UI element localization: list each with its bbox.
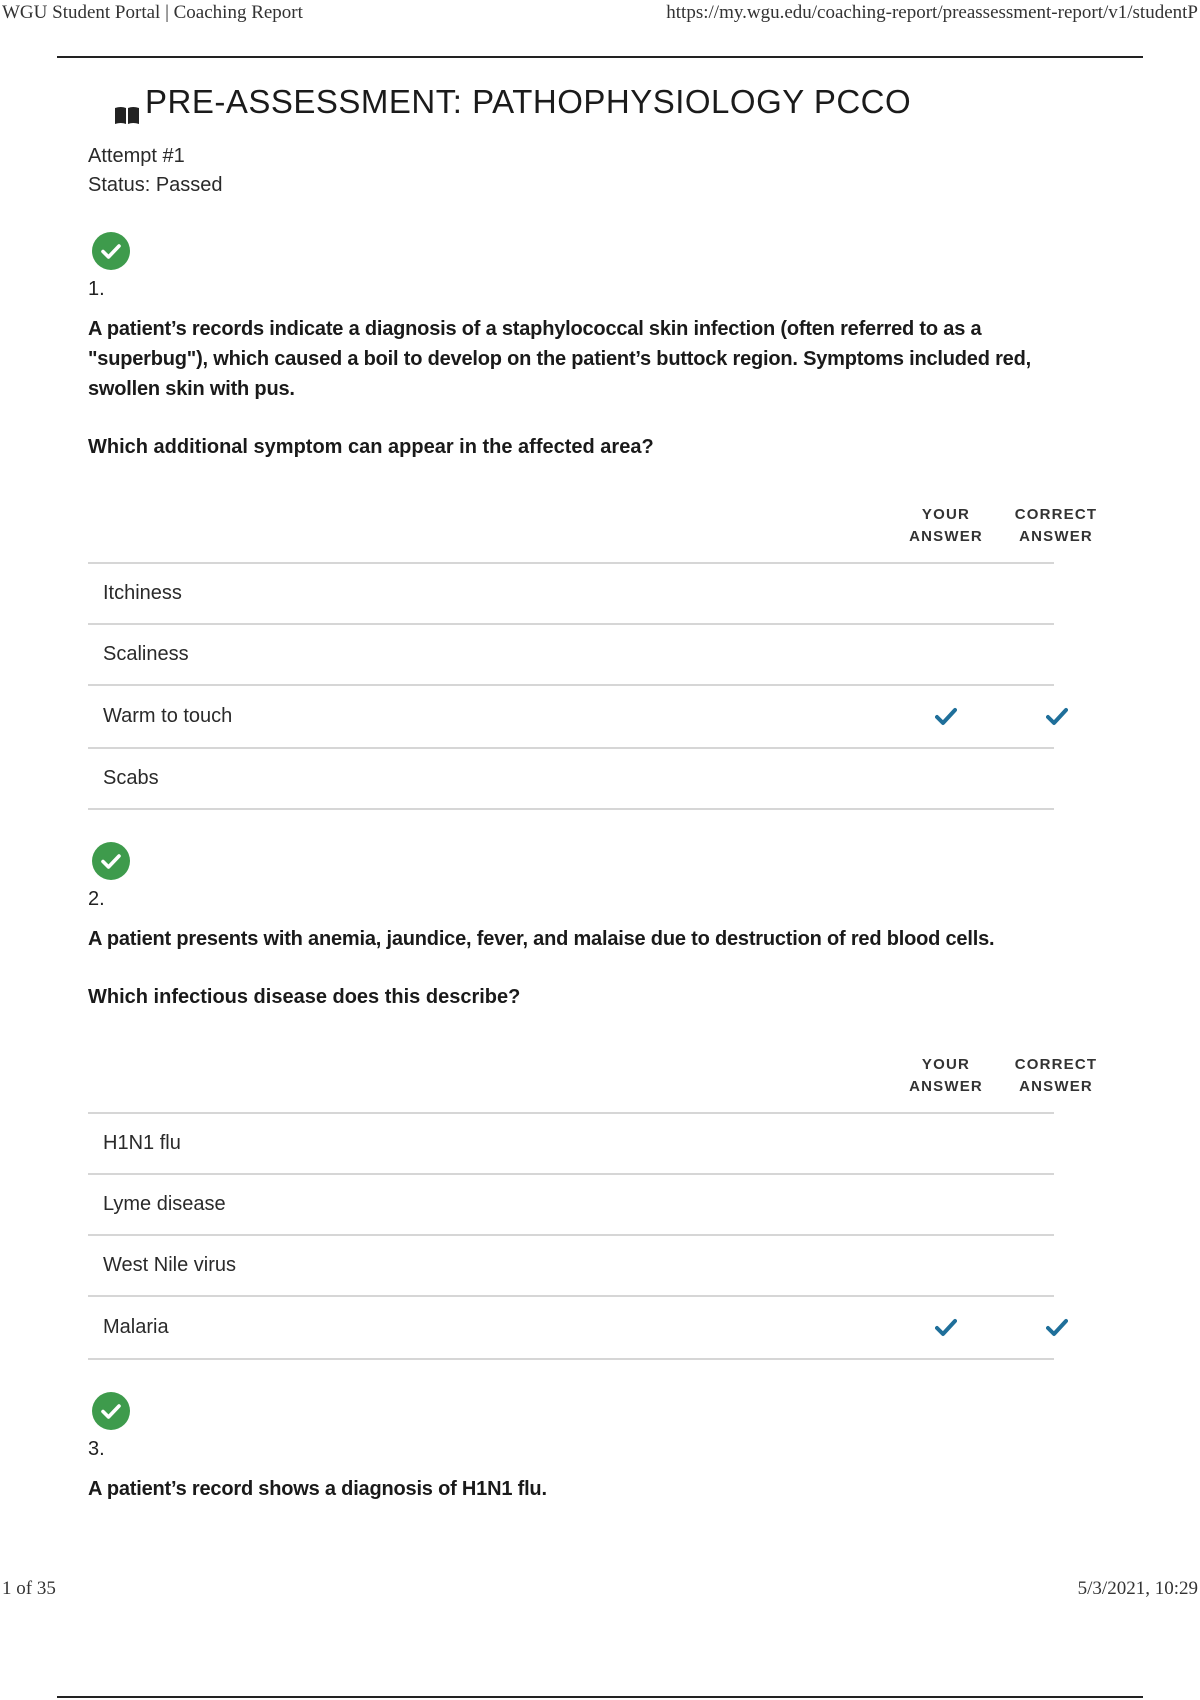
question-stem: A patient’s record shows a diagnosis of H1N1 flu. — [88, 1478, 547, 1500]
book-icon — [113, 96, 141, 118]
question-number: 1. — [88, 278, 105, 300]
page-counter: 1 of 35 — [2, 1578, 56, 1599]
header-line: CORRECT — [1014, 506, 1098, 523]
question-3 — [88, 1392, 1088, 1504]
your-answer-check-icon — [935, 1318, 957, 1338]
correct-answer-check-icon — [1046, 1318, 1068, 1338]
question-1 — [88, 232, 1098, 810]
header-line: ANSWER — [909, 528, 983, 545]
correct-answer-check-icon — [1046, 707, 1068, 727]
question-prompt: Which additional symptom can appear in the affected area? — [88, 436, 654, 458]
check-circle-icon — [92, 1392, 130, 1430]
page-title-text: PRE-ASSESSMENT: PATHOPHYSIOLOGY PCCO — [145, 83, 912, 120]
footer-rule — [57, 1696, 1143, 1698]
answer-option-text: Lyme disease — [103, 1193, 226, 1215]
header-line: ANSWER — [1019, 528, 1093, 545]
correct-answer-header — [1001, 504, 1111, 548]
print-timestamp: 5/3/2021, 10:29 — [1077, 1578, 1198, 1599]
attempt-status: Status: Passed — [88, 174, 223, 196]
report-content — [88, 78, 1098, 1504]
header-line: ANSWER — [1019, 1078, 1093, 1095]
correct-answer-header — [1001, 1054, 1111, 1098]
question-prompt: Which infectious disease does this describe? — [88, 986, 521, 1008]
header-line: YOUR — [921, 1056, 971, 1073]
answer-row — [88, 1297, 1054, 1360]
your-answer-check-icon — [935, 707, 957, 727]
header-rule — [57, 56, 1143, 58]
your-answer-header — [891, 504, 1001, 548]
answer-table — [88, 1050, 1098, 1360]
answer-row — [88, 1236, 1054, 1297]
answer-option-text: Scabs — [103, 767, 159, 789]
answer-option-text: Scaliness — [103, 643, 189, 665]
page-title — [113, 78, 1088, 126]
answer-row — [88, 1114, 1054, 1175]
question-number: 3. — [88, 1438, 105, 1460]
question-2 — [88, 842, 1098, 1360]
question-stem: A patient’s records indicate a diagnosis of a staphylococcal skin infection (often referred to as a "superbug"), which caused a boil to develop on the patient’s buttock region. Symptoms included red, swollen skin with pus. — [88, 318, 1031, 400]
header-line: YOUR — [921, 506, 971, 523]
your-answer-header — [891, 1054, 1001, 1098]
answer-option-text: Warm to touch — [103, 705, 233, 727]
answer-table-header — [88, 500, 1098, 564]
answer-option-text: H1N1 flu — [103, 1132, 181, 1154]
check-circle-icon — [92, 232, 130, 270]
print-footer — [0, 1578, 1200, 1604]
header-line: ANSWER — [909, 1078, 983, 1095]
attempt-number: Attempt #1 — [88, 145, 185, 167]
answer-row — [88, 564, 1054, 625]
answer-row — [88, 625, 1054, 686]
attempt-info — [88, 142, 1088, 200]
answer-row — [88, 1175, 1054, 1236]
answer-table — [88, 500, 1098, 810]
answer-option-text: Malaria — [103, 1316, 169, 1338]
print-header — [0, 0, 1200, 26]
answer-row — [88, 686, 1054, 749]
question-number: 2. — [88, 888, 105, 910]
check-circle-icon — [92, 842, 130, 880]
answer-option-text: West Nile virus — [103, 1254, 236, 1276]
header-line: CORRECT — [1014, 1056, 1098, 1073]
print-header-url: https://my.wgu.edu/coaching-report/preassessment-report/v1/studentP — [666, 2, 1198, 23]
answer-table-header — [88, 1050, 1098, 1114]
print-header-title: WGU Student Portal | Coaching Report — [2, 2, 303, 23]
question-stem: A patient presents with anemia, jaundice, fever, and malaise due to destruction of red blood cells. — [88, 928, 995, 950]
answer-row — [88, 749, 1054, 810]
answer-option-text: Itchiness — [103, 582, 182, 604]
